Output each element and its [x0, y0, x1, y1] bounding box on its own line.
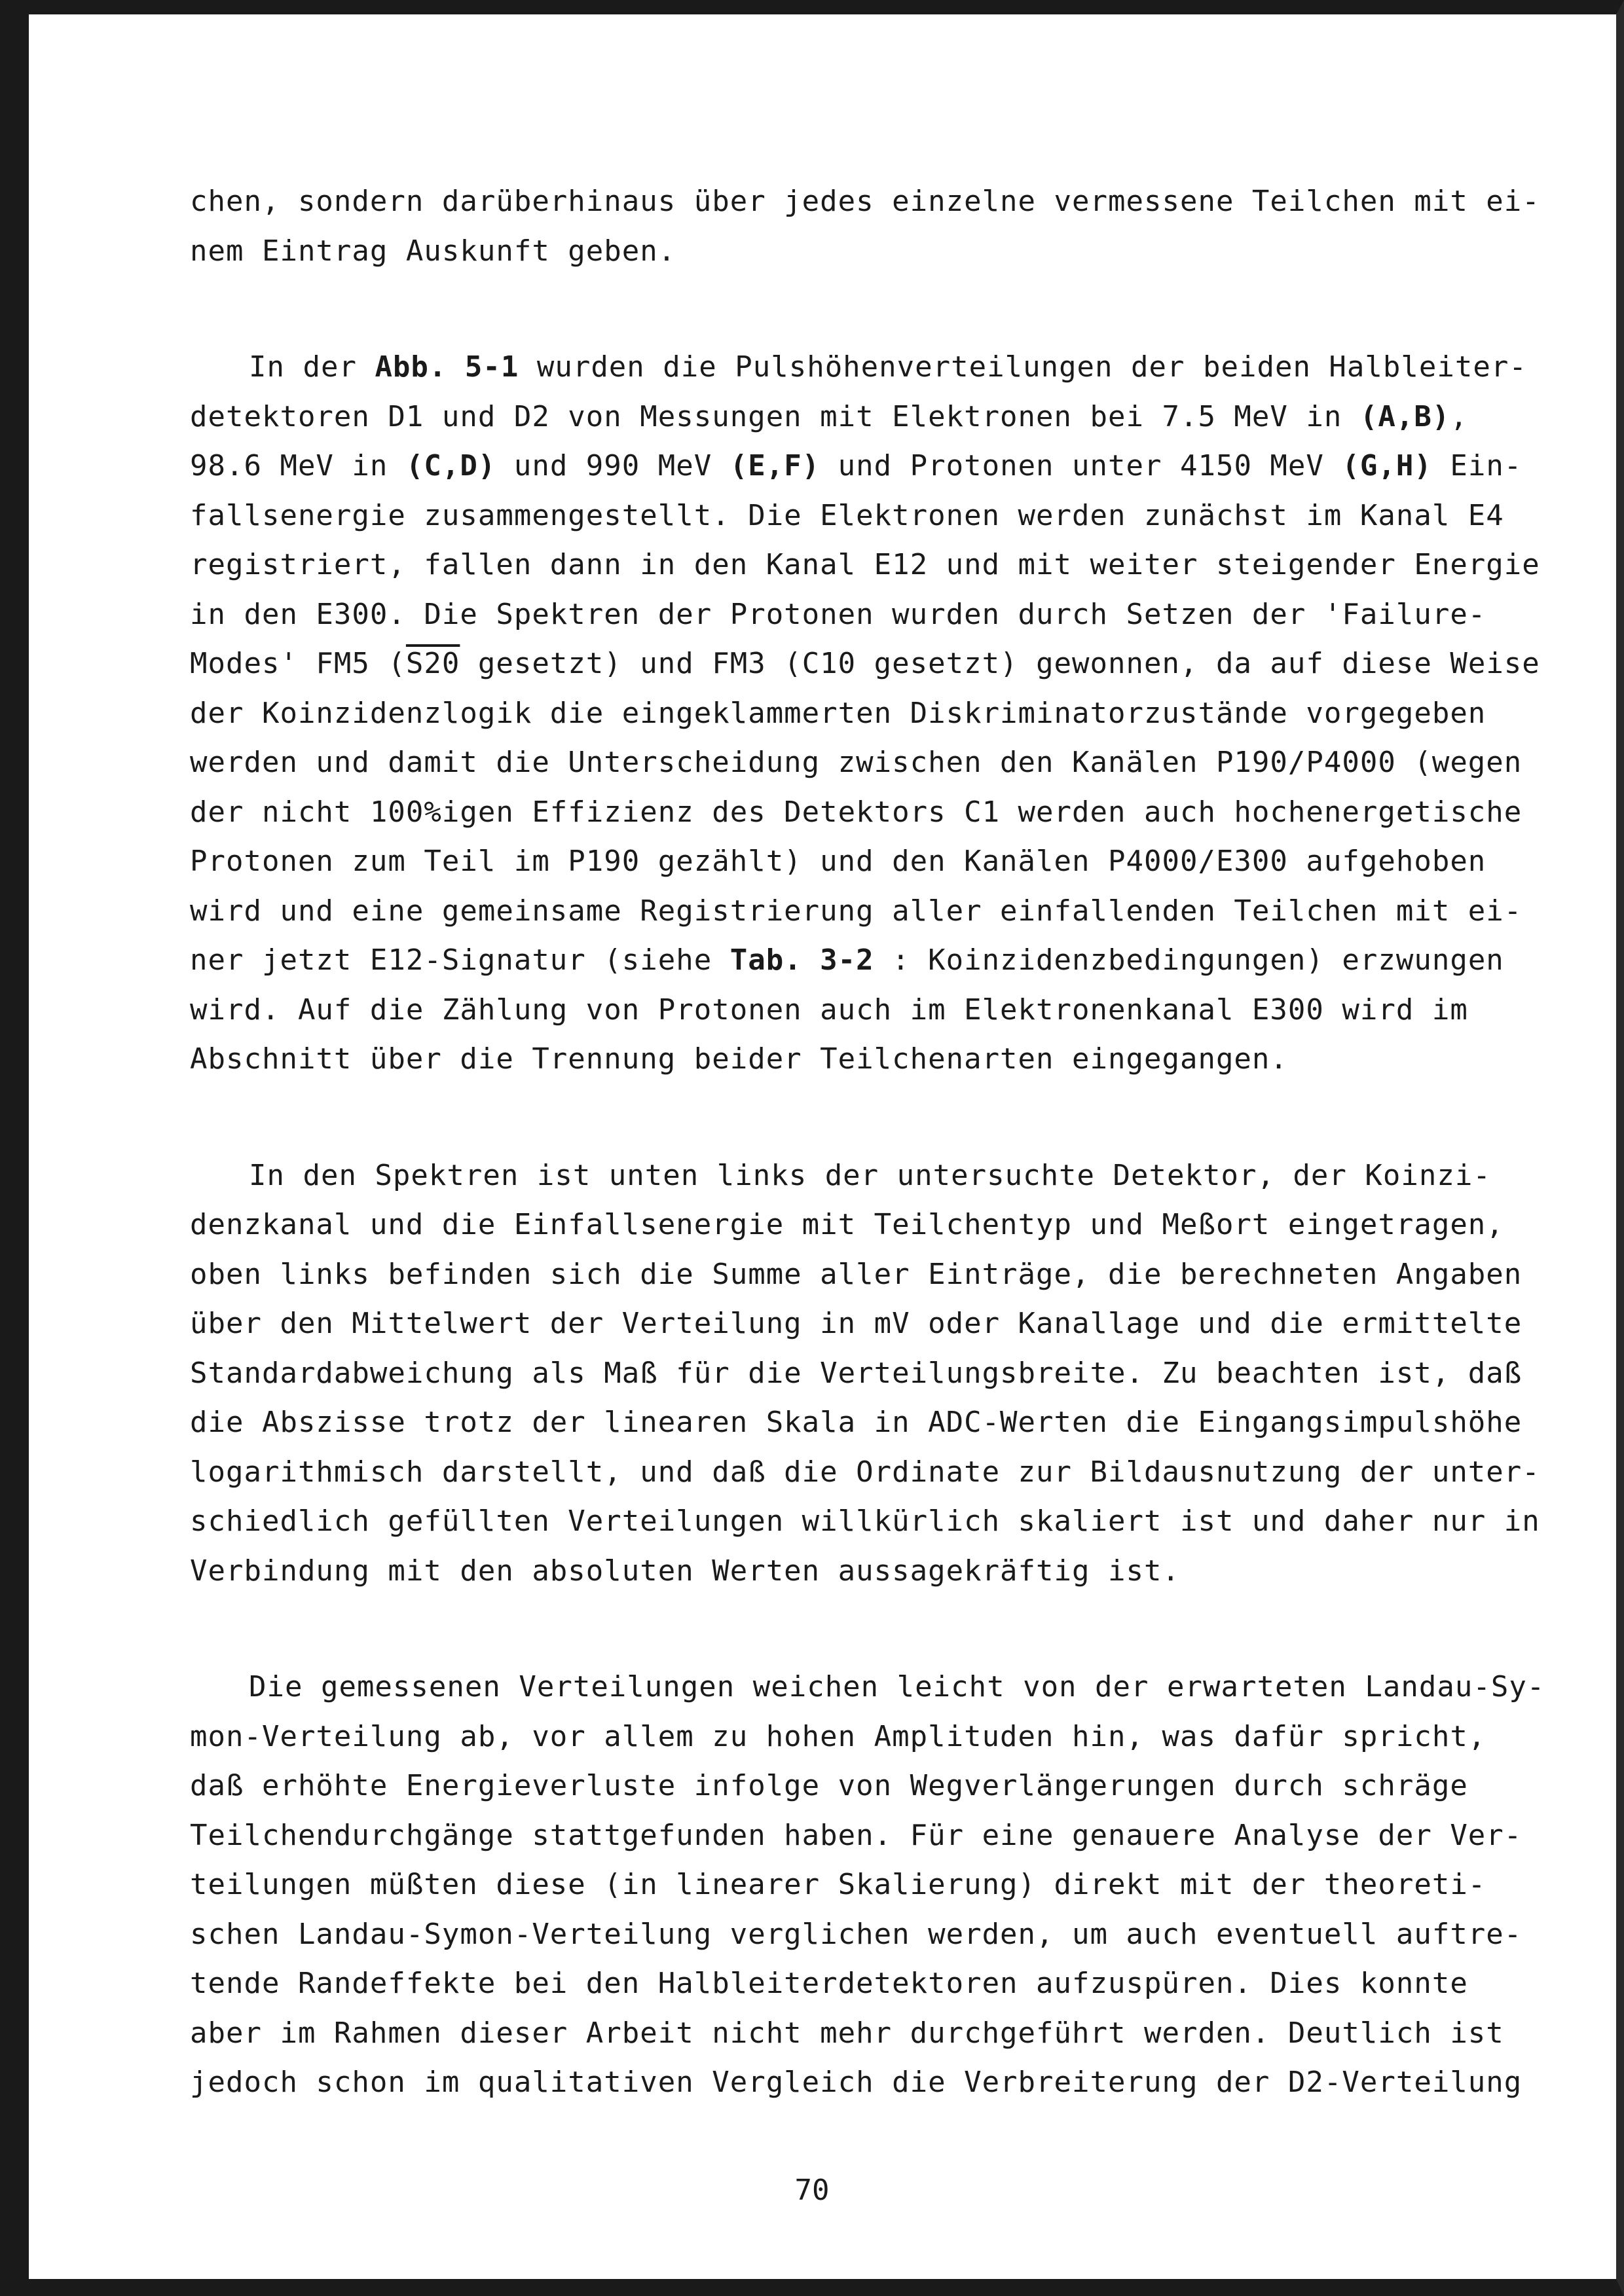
text-line: detektoren D1 und D2 von Messungen mit Elektronen bei 7.5 MeV in (A,B), [190, 399, 1468, 433]
text-line: denzkanal und die Einfallsenergie mit Teilchentyp und Meßort eingetragen, [190, 1208, 1504, 1241]
text-line: der nicht 100%igen Effizienz des Detektors C1 werden auch hochenergetische [190, 795, 1522, 829]
text-line: Standardabweichung als Maß für die Verteilungsbreite. Zu beachten ist, daß [190, 1356, 1522, 1390]
text-line: daß erhöhte Energieverluste infolge von Wegverlängerungen durch schräge [190, 1769, 1468, 1802]
document-page [190, 177, 1545, 2174]
text-line: tende Randeffekte bei den Halbleiterdetektoren aufzuspüren. Dies konnte [190, 1967, 1468, 2000]
text-line: fallsenergie zusammengestellt. Die Elektronen werden zunächst im Kanal E4 [190, 498, 1504, 532]
text-line: 98.6 MeV in (C,D) und 990 MeV (E,F) und Protonen unter 4150 MeV (G,H) Ein- [190, 449, 1522, 483]
text-line: Protonen zum Teil im P190 gezählt) und den Kanälen P4000/E300 aufgehoben [190, 845, 1486, 878]
text-line: teilungen müßten diese (in linearer Skalierung) direkt mit der theoreti- [190, 1868, 1486, 1901]
text-line: nem Eintrag Auskunft geben. [190, 234, 676, 268]
paragraph-2 [190, 342, 1540, 1084]
paragraph-1 [190, 177, 1540, 276]
text-line: aber im Rahmen dieser Arbeit nicht mehr durchgeführt werden. Deutlich ist [190, 2016, 1504, 2050]
text-line: Verbindung mit den absoluten Werten aussagekräftig ist. [190, 1554, 1180, 1588]
text-line: oben links befinden sich die Summe aller Einträge, die berechneten Angaben [190, 1257, 1522, 1291]
paragraph-3 [190, 1151, 1540, 1596]
text-line: werden und damit die Unterscheidung zwischen den Kanälen P190/P4000 (wegen [190, 746, 1522, 779]
text-line: Teilchendurchgänge stattgefunden haben. Für eine genauere Analyse der Ver- [190, 1818, 1522, 1852]
text-line: über den Mittelwert der Verteilung in mV oder Kanallage und die ermittelte [190, 1307, 1522, 1340]
text-line: In den Spektren ist unten links der untersuchte Detektor, der Koinzi- [249, 1158, 1491, 1192]
text-line: wird. Auf die Zählung von Protonen auch im Elektronenkanal E300 wird im [190, 993, 1468, 1027]
text-line: chen, sondern darüberhinaus über jedes einzelne vermessene Teilchen mit ei- [190, 185, 1540, 218]
text-line: in den E300. Die Spektren der Protonen wurden durch Setzen der 'Failure- [190, 597, 1486, 631]
text-line: die Abszisse trotz der linearen Skala in ADC-Werten die Eingangsimpulshöhe [190, 1406, 1522, 1439]
page-number: 70 [794, 2174, 830, 2207]
text-line: schen Landau-Symon-Verteilung verglichen werden, um auch eventuell auftre- [190, 1917, 1522, 1951]
text-line: wird und eine gemeinsame Registrierung aller einfallenden Teilchen mit ei- [190, 894, 1522, 928]
text-line: Die gemessenen Verteilungen weichen leicht von der erwarteten Landau-Sy- [249, 1670, 1545, 1704]
text-line: der Koinzidenzlogik die eingeklammerten Diskriminatorzustände vorgegeben [190, 696, 1486, 730]
text-line: mon-Verteilung ab, vor allem zu hohen Amplituden hin, was dafür spricht, [190, 1719, 1486, 1753]
text-line: Modes' FM5 (S20 gesetzt) und FM3 (C10 gesetzt) gewonnen, da auf diese Weise [190, 647, 1540, 680]
text-line: Abschnitt über die Trennung beider Teilchenarten eingegangen. [190, 1042, 1288, 1076]
text-line: schiedlich gefüllten Verteilungen willkürlich skaliert ist und daher nur in [190, 1504, 1540, 1538]
text-line: jedoch schon im qualitativen Vergleich die Verbreiterung der D2-Verteilung [190, 2066, 1522, 2099]
text-line: In der Abb. 5-1 wurden die Pulshöhenverteilungen der beiden Halbleiter- [249, 350, 1527, 384]
text-line: ner jetzt E12-Signatur (siehe Tab. 3-2 : Koinzidenzbedingungen) erzwungen [190, 943, 1504, 977]
text-line: registriert, fallen dann in den Kanal E12 und mit weiter steigender Energie [190, 548, 1540, 581]
paragraph-4 [190, 1662, 1545, 2107]
text-line: logarithmisch darstellt, und daß die Ordinate zur Bildausnutzung der unter- [190, 1455, 1540, 1489]
